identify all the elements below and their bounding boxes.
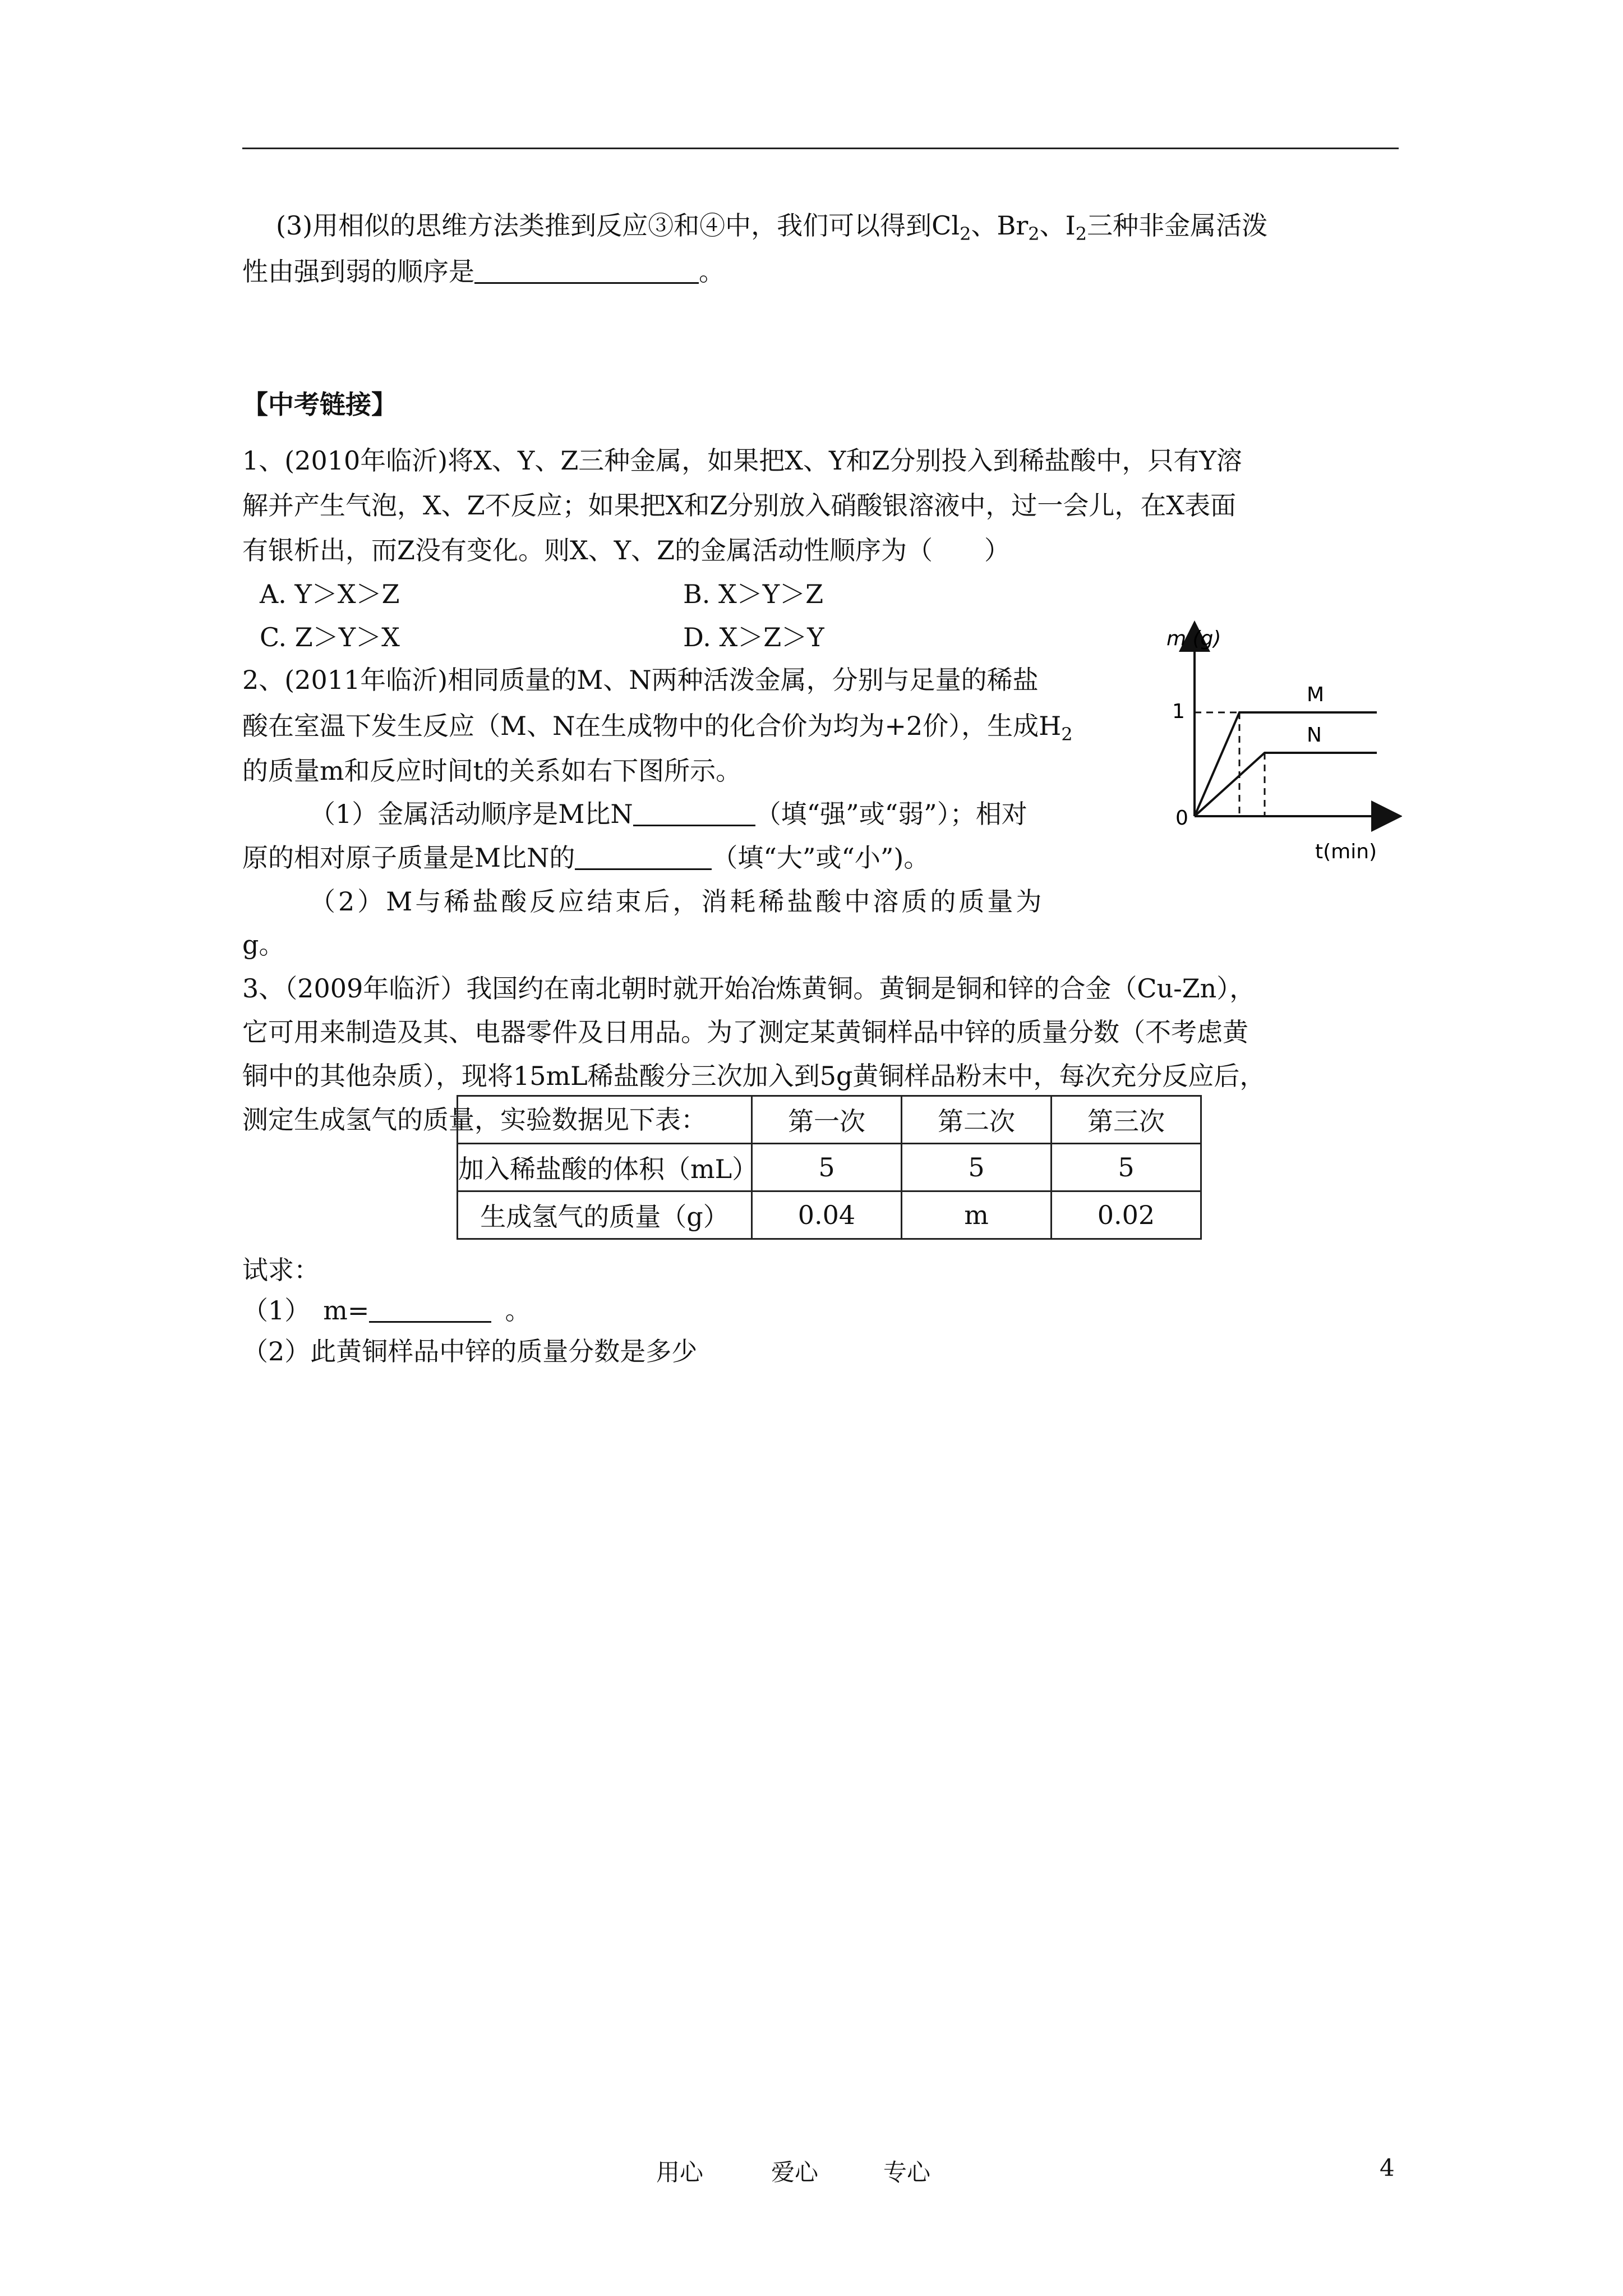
answer-blank[interactable]: [575, 844, 712, 870]
problem2-q1-line1: （1）金属活动顺序是M比N （填“强”或“弱”）；相对: [310, 799, 1027, 829]
problem1-line1: 1、(2010年临沂)将X、Y、Z三种金属，如果把X、Y和Z分别投入到稀盐酸中，只有Y溶: [242, 445, 1242, 476]
table-corner-cell: [458, 1096, 752, 1144]
table-header-cell: 第二次: [902, 1096, 1052, 1144]
problem1-line2: 解并产生气泡，X、Z不反应；如果把X和Z分别放入硝酸银溶液中，过一会儿，在X表面: [242, 490, 1237, 521]
answer-blank[interactable]: [474, 257, 699, 284]
y-axis-label: m (g): [1166, 627, 1221, 650]
problem1-line3: 有银析出，而Z没有变化。则X、Y、Z的金属活动性顺序为（ ）: [242, 535, 1011, 565]
series-n-line: [1195, 753, 1377, 816]
series-m-line: [1195, 712, 1377, 816]
table-header-row: [458, 1096, 1201, 1144]
origin-label: 0: [1175, 807, 1188, 830]
problem2-q1-line2: 原的相对原子质量是M比N的 （填“大”或“小”)。: [242, 843, 930, 873]
table-row: [458, 1144, 1201, 1191]
mass-time-graph: [1155, 617, 1402, 875]
answer-blank[interactable]: [369, 1296, 491, 1323]
option-d: D. X＞Z＞Y: [683, 622, 824, 652]
experiment-table: [457, 1095, 1202, 1240]
series-m-label: M: [1307, 683, 1325, 706]
option-a: A. Y＞X＞Z: [260, 579, 400, 609]
x-axis-label: t(min): [1315, 840, 1377, 863]
table-cell: 5: [752, 1144, 902, 1191]
table-cell: m: [902, 1191, 1052, 1239]
footer-motto-3: 专心: [883, 2159, 931, 2186]
table-row-label: 生成氢气的质量（g）: [458, 1191, 752, 1239]
table-header-cell: 第三次: [1052, 1096, 1201, 1144]
problem3-line1: 3、（2009年临沂）我国约在南北朝时就开始冶炼黄铜。黄铜是铜和锌的合金（Cu-Zn），: [242, 973, 1256, 1004]
problem3-line4: 测定生成氢气的质量，实验数据见下表：: [242, 1105, 707, 1135]
table-cell: 5: [1052, 1144, 1201, 1191]
problem2-line3: 的质量m和反应时间t的关系如右下图所示。: [242, 756, 742, 786]
option-c: C. Z＞Y＞X: [260, 622, 400, 652]
answer-blank[interactable]: [633, 800, 755, 826]
problem2-line2: 酸在室温下发生反应（M、N在生成物中的化合价为均为+2价），生成$H_2$: [242, 711, 1073, 745]
problem2-line1: 2、(2011年临沂)相同质量的M、N两种活泼金属，分别与足量的稀盐: [242, 665, 1039, 695]
table-cell: 0.02: [1052, 1191, 1201, 1239]
problem3-line2: 它可用来制造及其、电器零件及日用品。为了测定某黄铜样品中锌的质量分数（不考虑黄: [242, 1017, 1248, 1047]
problem3-ask1: （1） m= 。: [242, 1295, 531, 1326]
header-rule: [242, 148, 1399, 149]
page-number: 4: [1380, 2154, 1395, 2182]
series-n-label: N: [1307, 724, 1322, 747]
problem3-line3: 铜中的其他杂质），现将15mL稀盐酸分三次加入到5g黄铜样品粉末中，每次充分反应后，: [242, 1061, 1266, 1091]
table-row: [458, 1191, 1201, 1239]
y-tick-label: 1: [1172, 700, 1185, 723]
q3-part3-line2: 性由强到弱的顺序是 。: [242, 256, 725, 287]
table-row-label: 加入稀盐酸的体积（mL）: [458, 1144, 752, 1191]
table-cell: 0.04: [752, 1191, 902, 1239]
problem3-ask: 试求：: [242, 1255, 320, 1285]
option-b: B. X＞Y＞Z: [683, 579, 824, 609]
footer-motto-2: 爱心: [771, 2159, 819, 2186]
problem2-q2-end: g。: [242, 930, 285, 960]
table-cell: 5: [902, 1144, 1052, 1191]
problem2-q2: （2）M与稀盐酸反应结束后，消耗稀盐酸中溶质的质量为: [310, 886, 1045, 917]
section-title: 【中考链接】: [242, 389, 397, 420]
footer-motto-1: 用心: [656, 2159, 704, 2186]
problem3-ask2: （2）此黄铜样品中锌的质量分数是多少: [242, 1336, 698, 1366]
q3-part3-line1: (3)用相似的思维方法类推到反应③和④中，我们可以得到$Cl_2$、$Br_2$、$I_2$三种非金属活泼: [276, 210, 1268, 245]
table-header-cell: 第一次: [752, 1096, 902, 1144]
